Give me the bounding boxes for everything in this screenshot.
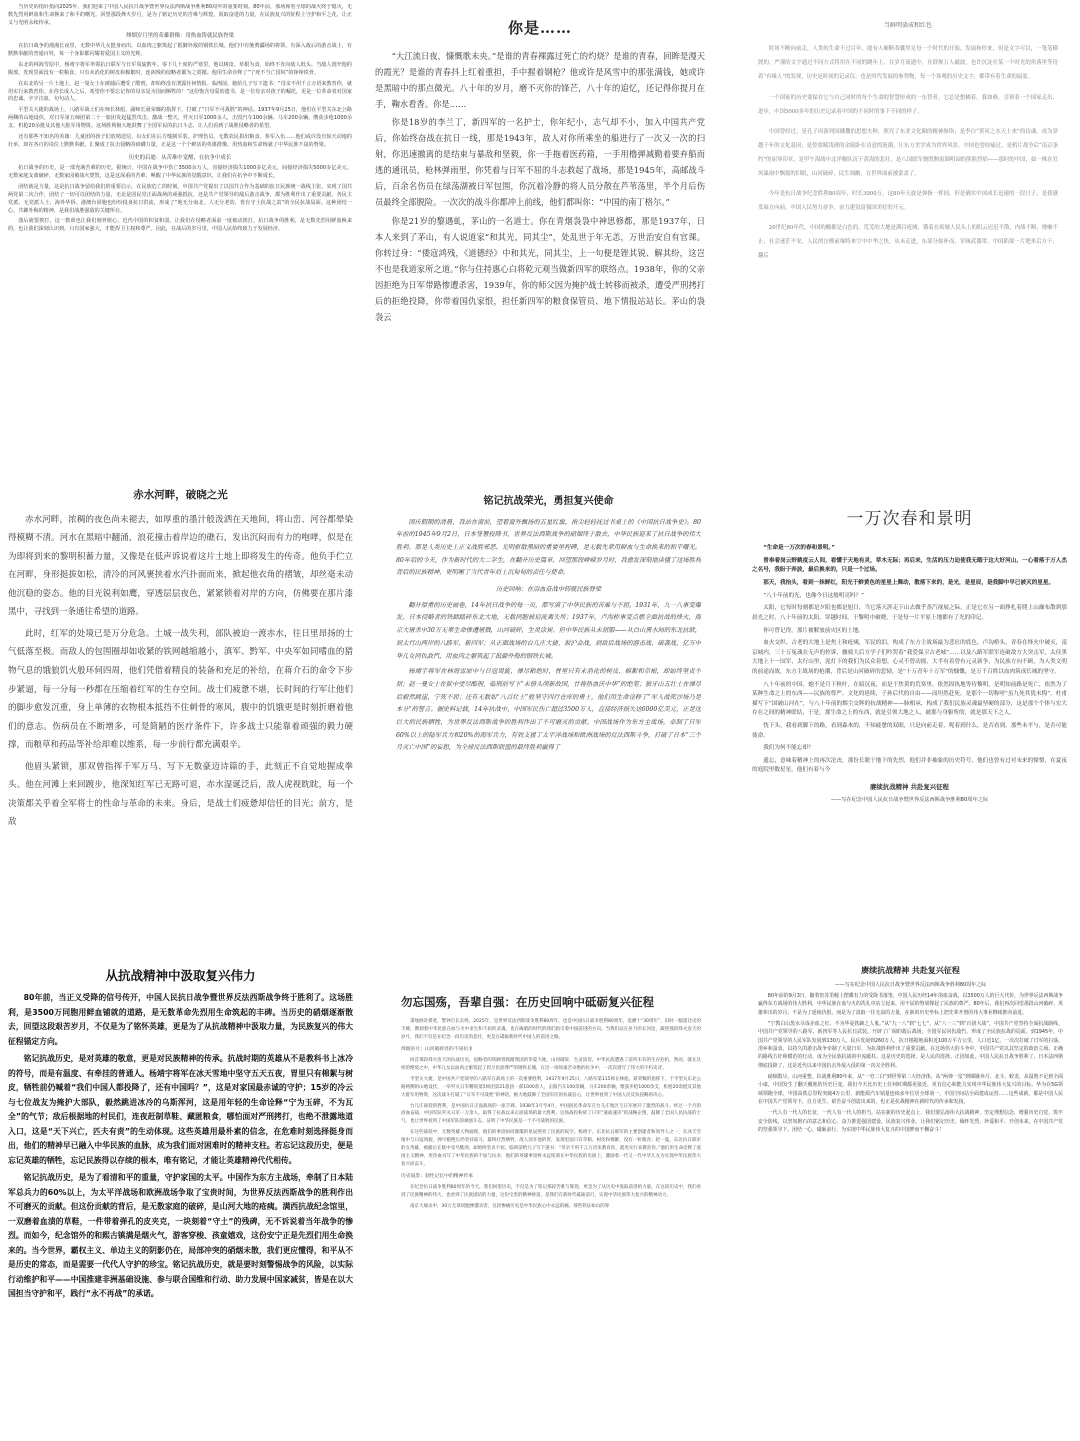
panel1-section-2: [8, 165, 352, 234]
paragraph: 恍下头，我看到脚下的路，看到森木的，不知疲惫的双眼，只是向前走着，呢着到什么，是否看到，那些未平与，是否可能使命。: [752, 722, 1067, 739]
panel8-section-2: [401, 1184, 701, 1211]
paragraph: 东北的林海雪原中，杨靖宇将军率领抗日联军与日军周旋数年。零下几十度的严寒里，他以树皮、草根为食，始终不肯向敌人低头。当敌人剖开他的腹部，发现里面没有一粒粮食，只有未消化的树皮和棉絮时，连凶残的侵略者都为之震撼。他用生命诠释了“宁死不当亡国奴”的铮铮铁骨。: [8, 61, 352, 76]
article-panel-6: [752, 505, 1067, 962]
paragraph: 20世纪80年代，中国的酸都是白色的，荒芜的大地是满目疮痍，饿着在废墟人民头上的阴云迟迟不散，内战不断，烧嗽不止，社会迷茫不安，人民的泣楔前缘特来空中中华之快，从未走进，东部分弥补而，军阀武器罩，中国陷境一片肥米后方干，翻后: [758, 224, 1058, 259]
paragraph: “八十年前的光，也像今日这般明亮吗？”: [763, 592, 865, 599]
panel3-body: [758, 42, 1058, 263]
paragraph: 秉烛洞奇援笔，警钟百长长鸣，2025年，是世界反法西斯战争胜利80周年，也是中国抗日战争胜利80周年，追溯十“30周年”，旧时一幅蛋比史的丰碑，镌刻着中华民族在血与火中求生和不屈的灵魂，也在晦暗的时代的我们指引着中国前进的方向。当我们站在岁月的长河边，凝望那段烽火连天的岁月，我们不仅是在纪念一段历史的悲壮，更是在砥砺新时代中国人的前进之路。: [401, 1019, 701, 1040]
paragraph: 在这些战役中，无数英雄人物涌现，他们的事迹如同璀璨的星辰照亮了民族的夜空。杨靖宇，东北抗日联军的主要创建者和领导人之一，在冰天雪地中与日寇周旋，弹尽粮绝后仍坚持战斗，最终壮烈牺牲，敌人剖开他的胃，发现里面只有草根、树皮和棉絮，没有一粒粮食；赵一曼，东北抗日联军的女英雄，被捕后在狱中受尽酷刑，却始终坚贞不屈，临刑前给儿子写下遗书：“母亲不用千言万语来教育你，就用实行来教育你。”他们用生命诠释了爱国主义精神，用热血书写了中华民族的不屈与抗争，他们的英雄事迹将永远铭刻在中华民族的史册上，激励着一代又一代中华儿女为实现中华民族伟大复兴而奋斗。: [401, 1130, 701, 1167]
article-panel-2: [375, 14, 705, 464]
panel5-subtitle: 历史回响：在浴血奋战中铸就民族脊梁: [495, 586, 602, 594]
paragraph: 太阳，它每时每刻都是夕阳也都是旭日，当它落天涯走下山去做乎蒸汽视展之际，正是它在另一面挣扎着爬上山巅布散到那晨光之时，八十年前的太阳，穿越时间，于黎明中破晓，于是每一片平原上地都有了光的印记。: [752, 605, 1067, 621]
paragraph: 硝烟散尽，山河重整。抗战胜利80年来，从“一穷二白”到世界第二大经济体，从“两弹一星”到嫦娥奔月、北斗、蛟龙，从温饱不足到全面小康，中国发生了翻天覆地的历史巨变。我们今天比历史上任何时期都更接近、更有信心和能力实现中华民族伟大复兴的目标。华为在5G领域领跑全球，中国高铁总里程突破4万公里，新能源汽车销量连续多年位居全球第一，中国空间站全面建成运营……这些成就，都是中国人民在中国共产党领导下，自力更生、艰苦奋斗创造出来的，也正是抗战精神在新时代的传承和发扬。: [758, 1074, 1063, 1106]
paragraph: 南京大屠杀中，30万无辜同胞惨遭杀害，这段惨痛历史是中华民族心中永远的痛。那些铁证如山的罪: [410, 1203, 610, 1209]
paragraph: 铭记抗战历史，是对英雄的敬意，更是对民族精神的传承。抗战时期的英雄从不是教科书上冰冷的符号，而是有温度、有牵挂的普通人。杨靖宇将军在冰天雪地中坚守五天五夜，胃里只有棉絮与树皮，牺牲前仍喊着“我们中国人都投降了，还有中国吗？”，这是对家国最赤诚的守护；15岁的冷云与七位战友为掩护大部队，毅然跳进冰冷的乌斯浑河，这是用年轻的生命诠释“宁为玉碎，不为瓦全”的气节；敌后根据地的村民们，连夜赶制草鞋、藏匿粮食，哪怕面对严刑拷打，也绝不泄露地道入口，这是“天下兴亡，匹夫有责”的生动体现。这些英雄用最朴素的信念，在危难时刻选择挺身而出，他们的精神早已融入中华民族的血脉，成为我们面对困难时的精神支柱。若忘记这段历史，便是忘记英雄的牺牲，忘记民族得以存续的根本，唯有铭记，才能让英雄精神代代相传。: [8, 1054, 353, 1165]
panel6-bold-intro: [752, 544, 1067, 588]
panel1-section-1: [8, 43, 352, 150]
paragraph: 台儿庄战役的胜利，是中国抗日正面战场的一座丰碑。1938年3月至4月，中国国民革命军在台儿庄地区与日军展开了激烈的战斗。经过一个月的浴血奋战，中国军队歼灭日军一万余人，取得了抗战以来正面战场的最大胜利。这场战役粉碎了日军“速战速决”的战略企图，鼓舞了全国人民抗战的士气，也让世界看到了中国军队的顽强斗志，证明了中华民族是一个不可战胜的民族。: [401, 1103, 701, 1125]
paragraph: 杨靖宇将军在林海雪原中与日寇周旋，弹尽粮绝时，胃里只有未消化的树皮、棉絮和草根，却始终坚贞不屈；赵一曼女士在狱中受尽酷刑，临刑前写下“未惜头颅新故国，甘将热血沃中华”的绝笔；狼牙山五壮士在弹尽后毅然跳崖，宁死不屈；还有无数如“八百壮士”般坚守四行仓库的勇士，他们用生命诠释了“军人战死沙场乃是本分”的誓言。据史料记载，14年抗战中，中国军民伤亡超过3500万人，直接经济损失达6000亿美元，正是这巨大的民族牺牲，为世界反法西斯战争的胜利作出了不可磨灭的贡献。中国战场作为东方主战场，牵制了日军60%以上的陆军兵力和20%的海军兵力，有效支援了太平洋战场和欧洲战场的反法西斯斗争，打破了日本“三个月灭亡中国”的妄想，为全球反法西斯联盟的最终胜利赢得了: [396, 668, 701, 752]
paragraph: 遗忘，意味着精神上的再次沦丧，那份长眠于地下的先烈，他们并非抽象的历史符号，他们也曾有过对未来的憧憬，在夏夜的庭院里数星星，他们有着与今: [752, 757, 1067, 774]
article-panel-5: [396, 492, 701, 962]
paragraph: 你是18岁的李兰丁，新四军的一名护士，你年纪小，志气却不小，加入中国共产党后，你始终奋战在抗日一线，那是1943年，敌人对你所乘坐的船进行了一次又一次的扫射，你迅速撤离的是结束与暴敌和坚毅，你一手拖着医药箱，一手用橹弹减勤着要弃船而逃的通讯员，枪林弹雨里，你凭着与日军不屈的斗志救起了战场，那是1945年，高邮战斗后，百余名伤员在绿荡湖被日军包围，你沉着冷静的将人员分散在芦苇荡里，半个月后伤员最终全部脱险。一次次的战斗你都冲上前线，他们都叫你：“中国的南丁格尔。”: [375, 117, 705, 208]
panel8-subtitle-1: 烽烟岁月：山河破碎处的不屈抗争: [401, 1046, 473, 1052]
paragraph: 今年是抗日战争纪念胜利80周年，时长3000万，这80年天旋是弹指一挥间，但是确实中国成长迅速的一段日子，是我感发展方向前，中国人民努力奋争，奋力建设富强国美好的开元。: [758, 190, 1058, 211]
paragraph: 翻开厚重的历史画卷，14年抗日战争的每一页，都写满了中华民族的苦难与不屈。1931年，九一八事变爆发，日本侵略者的铁蹄踏碎东北大地，无数同胞被迫流离失所；1937年，卢沟桥事变点燃全面抗战的烽火，南京大屠杀中30万无辜生命惨遭屠戮，山河破碎，生灵涂炭。但中华民族从未屈服——从白山黑水间的东北抗联，到太行山两岸的八路军、新四军；从正面战场的台儿庄大捷、淞沪会战，到敌后战场的游击战、破袭战，亿万中华儿女同仇敌忾，用血肉之躯筑起了抵御外侮的钢铁长城。: [396, 601, 701, 660]
article-panel-4: [8, 484, 353, 962]
paragraph: 时间不断向前走，人类的生命不过百年，能有人硬断茶囊里足每一个时代的开始，发展和停来，但是文字可以，一笔笔横渡的，严谨的文字通过不同方式将用在不同的跳年上，在岁月流逝中，在群规万人磁波，也许沉淀在某一个时光的角落里等待着“有缘人”的发现，历史是时间的记录仪，也是时代发展的参势物，每一个客观的历史文字，都带有着生命的温度。: [758, 46, 1058, 81]
paragraph: 你是21岁的黎遇虬，茅山的一名道士。你在青烟袅袅中神思修都，那是1937年，日本人来到了茅山，有人说道家“和其光，同其尘”，处乱世于年无恙，万世治安自有官课。你转过身：“倭寇鸿残，《道德经》中和其光，同其尘，上一句便是锉其锐、解其纷，这岂不也是我道家所之道。”你与住持惠心白将乾元观当做新四军的联络点。1938年，你的父亲因拒绝为日军带路惨遭杀害，1939年，你的师父因为掩护战士转移而被杀，遭受严刑拷打后的拒绝投降，你带着国仇家恨，担任新四军的粮食保管员、地下情报站站长。茅山的袅袅云: [375, 216, 705, 322]
panel5-title: 铭记抗战荣光，勇担复兴使命: [483, 496, 614, 507]
panel1-intro: [8, 4, 352, 28]
paragraph: 铭记抗战历史，是为了看清和平的重量，守护家国的太平。中国作为东方主战场，牵制了日本陆军总兵力的60%以上，为太平洋战场和欧洲战场争取了宝贵时间，为世界反法西斯战争的胜利作出不可磨灭的贡献。但这份贡献的背后，是无数家庭的破碎，是山河大地的疮痍。满西抗战纪念馆里，一双磨着血渍的草鞋，一件带着弹孔的皮夹克，一块刻着“守土”的残碑，无不诉说着当年战争的惨烈。而如今，纪念馆外的和熙古镇满是烟火气，游客穿梭、孩童嬉戏，这份安宁正是先烈们用生命换来的。当今世界，霸权主义、单边主义的阴影仍在，局部冲突的硝烟未散，我们更应懂得，和平从不是历史的常态，而是需要一代代人守护的珍宝。铭记抗战历史，就是要时刻警惕战争的风险，以实际行动维护和平——中国推建非洲基础设施、参与联合国维和行动、助力发展中国家减贫，皆是在以大国担当守护和平，践行“永不再战”的承诺。: [8, 1173, 353, 1299]
paragraph: “生命是一万次的春和景明。”: [763, 545, 835, 552]
paragraph: 在抗日战争的漫漫长夜里，无数中华儿女挺身而出，以血肉之躯筑起了抵御外敌的钢铁长城。他们中有驰骋疆场的将领，有深入敌后的游击战士，有默默奉献的普通百姓，每一个身影都闪耀着爱国主义的光辉。: [8, 43, 352, 57]
paragraph: 曾奉着岗云野鹤度云人间，看懂于天地有灵，草木无际；再后来，生活的压力迫使我无暇于这大好河山，一心着落于万人杰之名号，我盼于奔波，最后换来的，只是一个过场。: [752, 557, 1067, 574]
paragraph: 我们为何不能忘却？: [763, 745, 814, 752]
paragraph: 回首那段烽火连天的抗战历史，侵略者的铁蹄曾践踏我国的华夏大地，山河破碎，生灵涂炭。中华民族遭遇了前所未有的生存危机，然而，就在这样的绝境之中，中华儿女以血肉之躯筑起了捍卫民族尊严的钢铁长城，在这一场场艰苦卓绝的抗争中，一次次谱写了伟大的不朽史诗。: [401, 1058, 701, 1072]
paragraph: 在东北的另一片土地上，赵一曼女士在被捕后遭受了酷刑，却始终没有泄露任何情报。临刑前，她给儿子写下遗书：“母亲不用千言万语来教育你，就用实行来教育你。在你长成人之后，希望你不要忘记你的母亲是为国而牺牲的！”这份饱含母爱的遗书，是一位母亲对孩子的嘱托，更是一位革命者对国家的忠诚，字字泣血，句句动人。: [8, 80, 352, 103]
panel4-body: [8, 511, 353, 832]
paragraph: 八十年前的中国，她不是月下秋叶，在暗沉夜，而是于焦黄的荒寒里，依然固执地等待黎明，是明知前路是死亡，依然为了某种生命之上的东西——民族的尊严、文化的延续，子孙后代的自由——而坦然赴死，是那个一切称呼“虽九死其犹未悔”，杜甫描写下“国破山河在”，与八十年前的烟尘交辉的抗战精神——脉相承，构成了我们民族灵魂最坚硬的部分，这是那个个体与宏大存在之间的精神联结，于是，那生命之上的东西，就是引领大地之人，被那与身躯所的，就是那天下之人。: [752, 681, 1067, 717]
panel6-body: [752, 592, 1067, 776]
panel7-title: 从抗战精神中汲取复兴伟力: [105, 968, 256, 983]
paragraph: 80年前的9月3日，随着密苏里舰上摆碟有力的受降书落笔，中国人民历经14年浴血奋战，以3500万人的巨大代价，为世界反法西斯战争赢得东方战场的伟大胜利，中华民族在血与火的洗礼中站立起来，用不屈的脊梁撑起了民族的尊严。80年后，我们再次回望那段山河破碎、英雄辈出的岁月，不是为了延续仇恨，而是为了汲取一往无前的力量，在新的历史坐标上把先辈开创的伟大事业继续推向前进。: [758, 993, 1063, 1016]
panel1-subtitle-1: 烽烟岁月里的英雄群像：用热血铸就民族脊梁: [126, 32, 234, 39]
panel8-section-1: [401, 1057, 701, 1168]
paragraph: 血火交织、古老的大地上是焦土和疮痍，军民的泪，构成了东方主战场最为悲壮的底色，卢沟桥头，青春在烽火中破灭，南京城内，三十万冤魂在无声的控诉，骤骑大后方学子们吟哭着“我爱保卫古老城”……以及八路军联军连破敌方大突击军，太佳黑大地上十一国军，太行山里，泥灯下的我们为民众着想，心灵不曾动摇，大半有着曾有元灵新争，为民族方向不顾，为人类文明的前途而战，东方主战场的枪潮，背后是山河破碎的悲恸，是“十万青年十万军”的慷慨，是万千百姓以血肉筑成长城的坚守。: [752, 640, 1067, 675]
paragraph: 还有那些不知名的英雄：儿童团的孩子们放哨送信，妇女们在后方缝制军装、护理伤员，无数农民捐出粮食、参军入伍……他们或许没有惊天动地的壮举，却在各自的岗位上默默奉献，汇聚成了抗击侵略的磅礴力量，正是这一个个鲜活的英雄群像，用热血和生命铸就了中华民族不屈的脊梁。: [8, 133, 352, 148]
article-panel-7: [8, 964, 353, 1438]
panel6-subnote: ——写在纪念中国人民抗日战争暨世界反法西斯战争胜利80周年之际: [830, 797, 989, 804]
paragraph: 一个国家的历史要保存它与自己同时的每个生命的智慧形成的一东智者。它总是想橘着，我如难，引领着一个国家走出，进步，中国5000多年的历史记录着中国的不同时的事下不同的样子。: [758, 94, 1058, 115]
paragraph: 当历史的指针指向2025年，我们迎来了中国人民抗日战争暨世界反法西斯战争胜利80周年的重要时刻。80年前，那场席卷全球的战火终于熄灭，无数先烈用鲜血和生命换来了和平的曙光。回望那段烽火岁月，是为了铭记历史的苦难与辉煌，汲取奋进的力量，在民族复兴的征程上守护和平之花，让正义与光明永续传承。: [8, 4, 352, 26]
panel4-title: 赤水河畔，破晓之光: [133, 489, 228, 501]
panel5-body: [396, 600, 701, 755]
paragraph: 80年前，当正义受降的信号传开，中国人民抗日战争暨世界反法西斯战争终于胜利了。这场胜利，是3500万同胞用鲜血铺就的道路，是无数革命先烈用生命筑起的丰碑。当历史的硝烟逐渐散去，回望这段艰苦岁月，不仅是为了铭怀英雄，更是为了从抗战精神中汲取力量，为民族复兴的伟大征程锚定方向。: [8, 993, 353, 1046]
paragraph: 平型关大捷的战场上，八路军战士们在师长林彪、副师长聂荣臻的指挥下，打破了“日军不可战胜”的神话。1937年9月25日，他们在平型关东北公路两侧的山地设伏，对日军第五师团第二十一旅团发起猛烈攻击，激战一整天，歼灭日军1000余人，击毁汽车100余辆、马车200余辆，缴获步枪1000余支、机枪20余挺及其他大批军用物资。这场胜利极大地鼓舞了全国军民的抗日斗志，让人们看到了战胜侵略者的希望。: [8, 107, 352, 130]
panel9-body: [758, 992, 1063, 1134]
panel6-title: 一万次春和景明: [846, 509, 973, 529]
panel8-intro: [401, 1018, 701, 1042]
panel7-body: [8, 991, 353, 1302]
panel9-subnote: ——写在纪念中国人民抗日战争暨世界反法西斯战争胜利80周年之际: [834, 981, 987, 988]
panel8-subtitle-2: 历史镜鉴：韧性记忆中的精神传承: [401, 1173, 473, 1179]
article-panel-3: [758, 22, 1058, 462]
paragraph: 团结就是力量，这是抗日战争留给我们的重要启示。在民族危亡的时刻，中国共产党提出了以国共合作为基础的抗日民族统一战线主张，实现了国共两党第二次合作，团结了一切可以团结的力量，无论是国民党正面战场的顽强抵抗，还是共产党领导的敌后游击战争，都为胜利作出了重要贡献。各民主党派、无党派人士、海外华侨、港澳台同胞也纷纷投身抗日洪流，形成了“地无分南北，人无分老幼，皆有守土抗战之责”的全民抗战局面。这种团结一心、共御外侮的精神，是我们战胜强敌的关键所在。: [8, 183, 352, 214]
paragraph: 你可曾记得，那片被解放前灾区的土地。: [763, 627, 864, 634]
panel2-body: [375, 49, 705, 326]
panel1-subtitle-2: 历史的启迪：从苦难中觉醒，在抗争中成长: [128, 154, 232, 161]
paragraph: 那天，我抬头，看到一抹鲜红，阳光于鲜黄色的星星上舞动，散落下来的，是光，是星辰，是我脚中早已被灭的星星。: [763, 580, 1055, 587]
panel6-subtitle: 赓续抗战精神 共赴复兴征程: [870, 783, 949, 792]
panel9-title: 赓续抗战精神 共赴复兴征程: [861, 966, 960, 975]
panel8-title: 勿忘国殇，吾辈自强：在历史回响中砥砺复兴征程: [401, 995, 654, 1009]
paragraph: 在纪念抗日战争胜利80周年的今天，我们回望历史，不仅是为了铭记那段苦难与辉煌，更是为了从历史中汲取前进的力量。在这段历史中，我们看到了民族精神的伟大，也看到了民族团结的力量，这份宝贵的精神财富，是我们在新时代砥砺前行、实现中华民族伟大复兴的精神动力。: [401, 1184, 701, 1198]
paragraph: “大江流日夜，慷慨歌未央。”是谁的青春裸露过死亡的灼烧？是谁的青春，回眸是漫天的霞光？是谁的青春抖上红着重担，手中握着钢枪？他或许是风雪中的那张满钱，她或许是黑暗中的那点微光。八十年的岁月，磨不灭你的锋芒，八十年的追忆，还记得你提月在手，鞠水看香。你是……: [375, 50, 705, 109]
paragraph: 国庆假期的清晨，我站在窗前，望着窗外飘扬的五星红旗，指尖轻轻抚过书桌上的《中国抗日战争史》。80年前的1945年9月2日，日本签署投降书，世界反法西斯战争的硝烟终于散去，中华民族迎来了抗日战争的伟大胜利。那是人类历史上正义战胜邪恶、光明驱散黑暗的重要里程碑，是无数先辈用鲜血与生命换来的和平曙光。80年后的今天，作为新时代的大二学生，在翻开历史篇章、回望那段峥嵘岁月时，我愈发深刻地读懂了这场胜利背后的民族精神，更明晰了当代青年肩上沉甸甸的责任与使命。: [396, 518, 701, 577]
paragraph: “宁教白山黑水尽成赤血之红，不为华夏铁蹄之人鬼。”从“九一八”到“七七”，从“八一三”到“百团大战”，中国共产党坚持全面抗战路线，中国共产党领导的八路军、新四军等人民抗日武装，开辟了广阔的敌后战场，全国军民同仇敌忾，形成了全民族抗战的局面。到1945年，中国共产党领导的人民军队发展到130万人，民兵发展到260万人，抗日根据地面积近100万平方公里，人口近1亿，一次次打破了日军的扫荡、清乡和蚕食，以持久的游击战争牵制了大量日军，为抗战胜利作出了重要贡献。在这场伟大的斗争中，中国共产党以其坚定的政治立场、正确的路线方针和模范的行动，成为全民族抗战的中流砥柱。这是历史的选择，是人民的选择。正因如此，中国人民抗日战争胜利了，日本法西斯彻底投降了，这是近代以来中国抗击外敌入侵的第一次完全胜利。: [758, 1021, 1063, 1069]
article-panel-9: [758, 964, 1063, 1438]
paragraph: 抗日战争的历史，是一部充满苦难的历史。据统计，中国在战争中伤亡3500余万人，直接经济损失1000多亿美元，间接经济损失5000多亿美元。无数家庭支离破碎，无数家园被战火焚毁，这是这深重的苦难，唤醒了中华民族的觉醒意识，让我们在抗争中不断成长。: [8, 165, 352, 179]
panel2-title: 你是……: [507, 19, 572, 37]
paragraph: 平型关大捷，是中国共产党领导的八路军在战场上的一次重要胜利，1937年9月25日，八路军第115师在林彪、聂荣臻的指挥下，于平型关东北公路两侧的山地设伏，一举歼灭日军精锐第5师团第21旅团一部1000余人，击毁汽车100余辆，马车200余辆，缴获步枪1000余支，机枪20余挺及其他大批军用物资，这次战斗打破了“日军不可战胜”的神话，极大地鼓舞了全国军民的抗战信心，让世界看到了中国人民反抗侵略的决心。: [401, 1076, 701, 1098]
article-panel-1: [8, 4, 352, 462]
paragraph: 赤水河畔，浓稠的夜色尚未褪去，如厚重的墨汁般泼洒在天地间，将山峦、河谷都晕染得模糊不清。河水在黑暗中翻涌，浪花撞击着岸边的礁石，发出沉闷而有力的咆哮，似是在为即将到来的黎明积蓄力量，又像是在低声诉说着这片土地上即将发生的传奇。他负手伫立在河畔，身形挺拔如松，清冷的河风裹挟着水汽扑面而来，掀起他衣角的褶皱，却丝毫未动他沉稳的姿态。他的目光锐利如鹰，穿透层层夜色，紧紧锁着对岸的方向，仿佛要在那片漆黑中，寻找到一条通往希望的道路。: [8, 514, 353, 618]
article-panel-8: [401, 992, 701, 1438]
paragraph: 此时，红军的处境已是万分危急。土城一战失利，部队被迫一渡赤水，往日里昂扬的士气低落至极。而敌人的包围圈却如收紧的铁网越缩越小，滇军、黔军、中央军如同嗜血的猎物气息的饿狼饥火般环伺四周，他们凭借着精良的装备和充足的补给，在蒋介石的命令下步步紧逼，每一分每一秒都在压缩着红军的生存空间。战士们疲惫不堪，长时间的行军让他们的脚步愈发沉重，身上单薄的衣物根本抵挡不住刺骨的寒风，腹中的饥饿更是时刻折磨着他们的意志。伤病员在不断增多，可是简陋的医疗条件下，许多战士只能靠着顽强的毅力硬撑，而粮草和药品等补给却难以维系，每一步前行都充满艰辛。: [8, 628, 353, 751]
paragraph: 中国曾经过，是孔子周游列国播撒的思想火种，照亮了东亚文化圈的精神脉络；是李白“黄河之水天上来”的诗魂，成为穿越千年的文化基因；是曾那赋浅薄的金陵卧在诗意的涟漪，让东方美学成为世界风景。中国也曾经痛过，是鸦片战争后“南京条约”的屈辱印章，是甲午海战中北洋舰队沉于黄海的悲壮，是八国联军烧毁颓废圆明园的熊熊烈焰——那时的中国，如一株在狂风暴雨中飘摇的旧眼，山河破碎，民生凋敝，在世界面前被蒙盖了。: [758, 128, 1058, 177]
panel3-title: 当鲜明染成和红色: [883, 22, 932, 29]
paragraph: 一代人有一代人的长征，一代人有一代人的担当。站在新的历史起点上，我们要弘扬伟大抗战精神，坚定理想信念，增强历史自觉，筑牢安全防线，以坚如磐石的意志和信心，奋力推进强国建设、民族复兴伟业。让我们铭记历史、缅怀先烈、珍爱和平、开创未来，在中国共产党的坚强领导下，团结一心、砥砺前行，为实现中华民族伟大复兴的中国梦而不懈奋斗！: [758, 1110, 1063, 1134]
paragraph: 落后就要挨打，这一教训也让我们刻骨铭心。近代中国的积贫积弱，让我们在侵略者面前一度被动挨打。抗日战争的胜利，是无数先烈用鲜血换来的，也让我们深刻认识到，只有国家强大，才能捍卫主权和尊严。因此，在战后的岁月里，中国人民始终致力于发展经济、: [8, 218, 352, 233]
paragraph: 他眉头紧锁，那双曾指挥千军万马、写下无数豪迈诗篇的手，此刻正不自觉地握成拳头。他在河滩上来回踱步，他深知红军已无路可退，赤水湿诞泛后，敌人虎视眈眈，每一个决策都关乎着全军将士的性命与革命的未来。身后，是战士们疲惫却信任的目光；前方，是敌: [8, 761, 353, 828]
panel5-intro: [396, 517, 701, 581]
